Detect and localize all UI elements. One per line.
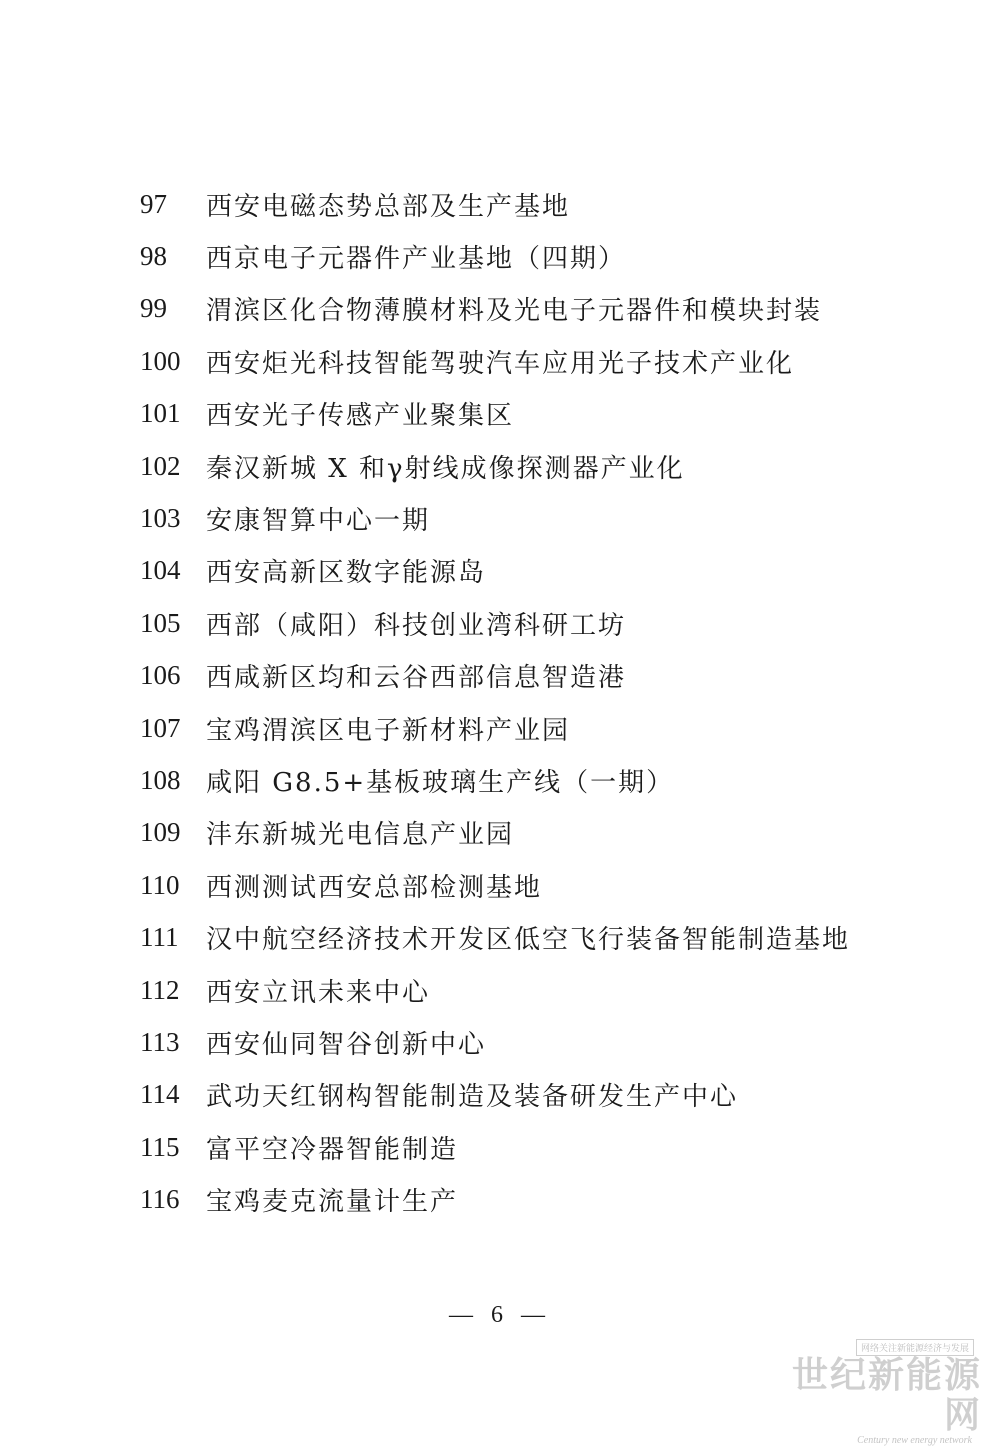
item-number: 111 <box>140 922 179 953</box>
item-number: 101 <box>140 398 181 429</box>
list-item <box>140 859 960 911</box>
item-text: 西测测试西安总部检测基地 <box>206 872 543 903</box>
item-number: 108 <box>140 764 181 795</box>
list-item <box>140 1069 960 1121</box>
list-item <box>140 964 960 1016</box>
item-text: 汉中航空经济技术开发区低空飞行装备智能制造基地 <box>206 925 851 956</box>
item-text: 咸阳 G8.5+基板玻璃生产线（一期） <box>206 767 675 798</box>
watermark-logo <box>782 1336 982 1446</box>
list-item <box>140 440 960 492</box>
list-item <box>140 545 960 597</box>
project-list <box>140 178 960 1226</box>
item-text: 西部（咸阳）科技创业湾科研工坊 <box>206 610 627 641</box>
item-text: 沣东新城光电信息产业园 <box>206 820 515 851</box>
list-item <box>140 1121 960 1173</box>
list-item <box>140 650 960 702</box>
item-number: 113 <box>140 1026 180 1057</box>
list-item <box>140 283 960 335</box>
list-item <box>140 335 960 387</box>
list-item <box>140 911 960 963</box>
item-text: 宝鸡麦克流量计生产 <box>206 1187 459 1218</box>
item-text: 武功天红钢构智能制造及装备研发生产中心 <box>206 1082 739 1113</box>
item-text: 富平空冷器智能制造 <box>206 1134 459 1165</box>
watermark-subtitle: Century new energy network <box>857 1435 972 1446</box>
watermark-logo-text: 世纪新能源网 <box>791 1355 982 1436</box>
list-item <box>140 1173 960 1225</box>
list-item <box>140 754 960 806</box>
list-item <box>140 178 960 230</box>
item-number: 112 <box>140 974 180 1005</box>
item-number: 114 <box>140 1079 180 1110</box>
item-number: 107 <box>140 712 181 743</box>
item-number: 115 <box>140 1131 180 1162</box>
item-number: 109 <box>140 817 181 848</box>
list-item <box>140 1016 960 1068</box>
list-item <box>140 230 960 282</box>
item-text: 西安电磁态势总部及生产基地 <box>206 191 571 222</box>
list-item <box>140 702 960 754</box>
watermark-tagline: 网络关注新能源经济与发展 <box>856 1339 974 1356</box>
item-number: 99 <box>140 293 167 324</box>
item-number: 116 <box>140 1184 180 1215</box>
item-number: 102 <box>140 450 181 481</box>
item-number: 97 <box>140 188 167 219</box>
page-number: — 6 — <box>449 1302 551 1328</box>
item-text: 渭滨区化合物薄膜材料及光电子元器件和模块封装 <box>206 296 823 327</box>
item-number: 104 <box>140 555 181 586</box>
item-text: 西安炬光科技智能驾驶汽车应用光子技术产业化 <box>206 348 795 379</box>
item-text: 秦汉新城 X 和γ射线成像探测器产业化 <box>206 453 685 484</box>
item-text: 宝鸡渭滨区电子新材料产业园 <box>206 715 571 746</box>
item-text: 西安立讯未来中心 <box>206 977 431 1008</box>
item-number: 100 <box>140 345 181 376</box>
item-text: 西咸新区均和云谷西部信息智造港 <box>206 663 627 694</box>
list-item <box>140 597 960 649</box>
item-number: 105 <box>140 607 181 638</box>
item-number: 98 <box>140 241 167 272</box>
item-text: 西安光子传感产业聚集区 <box>206 401 515 432</box>
item-number: 110 <box>140 869 180 900</box>
item-text: 安康智算中心一期 <box>206 506 431 537</box>
item-number: 103 <box>140 503 181 534</box>
item-text: 西安高新区数字能源岛 <box>206 558 487 589</box>
list-item <box>140 492 960 544</box>
list-item <box>140 388 960 440</box>
list-item <box>140 807 960 859</box>
item-text: 西京电子元器件产业基地（四期） <box>206 244 627 275</box>
item-number: 106 <box>140 660 181 691</box>
item-text: 西安仙同智谷创新中心 <box>206 1029 487 1060</box>
